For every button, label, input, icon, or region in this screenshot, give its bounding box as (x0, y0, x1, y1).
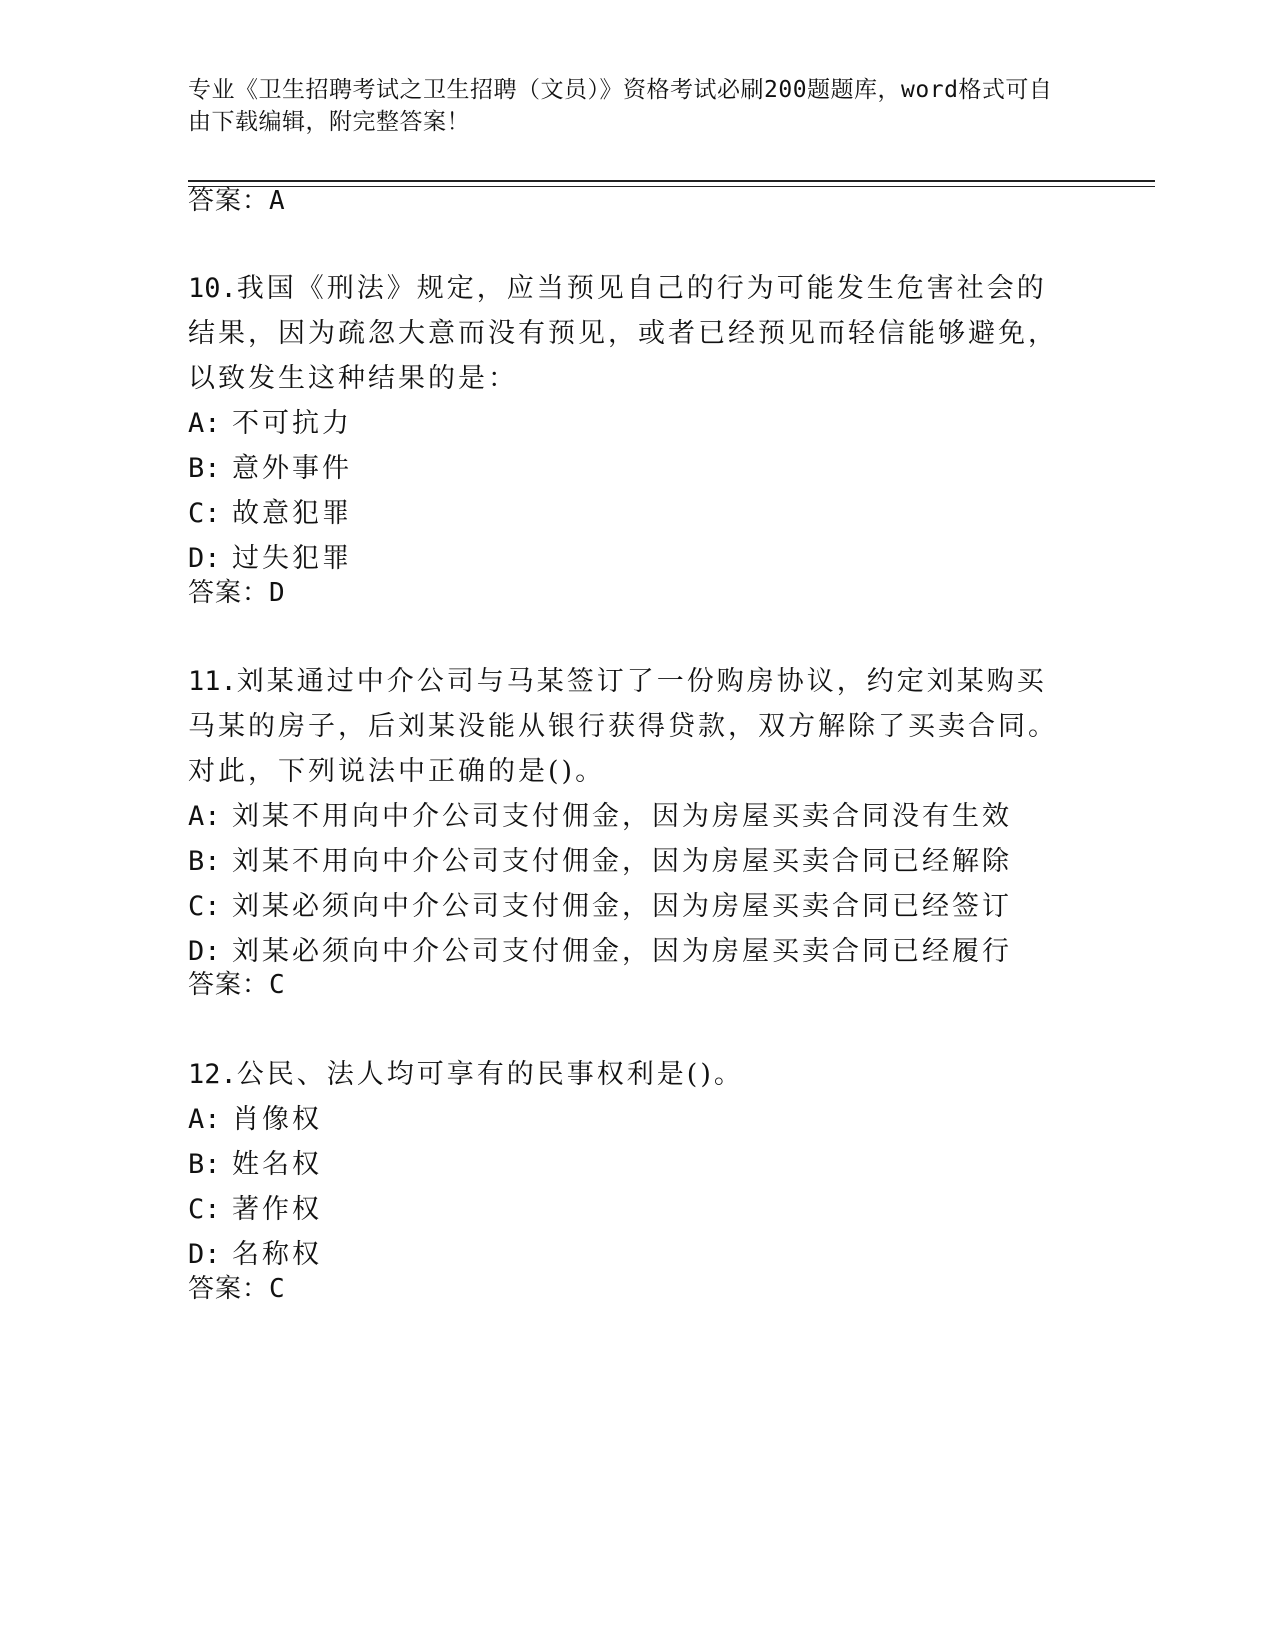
answer-11 (188, 968, 286, 1002)
option-key: A: (188, 801, 221, 832)
option-text: 意外事件 (232, 453, 352, 484)
option-key: D: (188, 543, 221, 574)
answer-value: C (269, 970, 286, 1000)
question-stem (188, 1052, 1068, 1097)
option-a (188, 794, 1068, 839)
question-10 (188, 266, 1068, 581)
option-b (188, 446, 1068, 491)
option-key: D: (188, 1239, 221, 1270)
question-text: 公民、法人均可享有的民事权利是()。 (236, 1059, 744, 1090)
answer-value: A (269, 186, 286, 216)
question-stem (188, 659, 1068, 794)
option-text: 刘某不用向中介公司支付佣金，因为房屋买卖合同没有生效 (232, 801, 1012, 832)
option-text: 故意犯罪 (232, 498, 352, 529)
option-c (188, 1187, 1068, 1232)
document-header: 专业《卫生招聘考试之卫生招聘（文员）》资格考试必刷200题题库，word格式可自由下载编辑，附完整答案！ (188, 77, 1053, 135)
option-d (188, 536, 1068, 581)
option-b (188, 839, 1068, 884)
question-number: 12. (188, 1059, 237, 1090)
option-text: 刘某必须向中介公司支付佣金，因为房屋买卖合同已经履行 (232, 936, 1012, 967)
option-text: 名称权 (232, 1239, 322, 1270)
previous-answer (188, 184, 286, 218)
question-stem (188, 266, 1068, 401)
option-key: A: (188, 1104, 221, 1135)
answer-value: D (269, 578, 286, 608)
question-11 (188, 659, 1068, 974)
answer-label: 答案： (188, 970, 270, 1000)
option-key: C: (188, 1194, 221, 1225)
option-key: C: (188, 891, 221, 922)
question-number: 10. (188, 273, 237, 304)
option-text: 姓名权 (232, 1149, 322, 1180)
option-a (188, 401, 1068, 446)
answer-label: 答案： (188, 186, 270, 216)
answer-value: C (269, 1274, 286, 1304)
question-text: 我国《刑法》规定，应当预见自己的行为可能发生危害社会的结果，因为疏忽大意而没有预见，或者已经预见而轻信能够避免，以致发生这种结果的是： (188, 273, 1058, 394)
option-d (188, 929, 1068, 974)
option-d (188, 1232, 1068, 1277)
question-12 (188, 1052, 1068, 1277)
option-text: 过失犯罪 (232, 543, 352, 574)
option-text: 刘某不用向中介公司支付佣金，因为房屋买卖合同已经解除 (232, 846, 1012, 877)
option-a (188, 1097, 1068, 1142)
option-c (188, 884, 1068, 929)
option-c (188, 491, 1068, 536)
option-key: B: (188, 846, 221, 877)
option-key: B: (188, 453, 221, 484)
option-key: A: (188, 408, 221, 439)
header-divider (188, 180, 1155, 187)
answer-label: 答案： (188, 578, 270, 608)
option-text: 肖像权 (232, 1104, 322, 1135)
answer-10 (188, 576, 286, 610)
option-b (188, 1142, 1068, 1187)
option-text: 刘某必须向中介公司支付佣金，因为房屋买卖合同已经签订 (232, 891, 1012, 922)
answer-label: 答案： (188, 1274, 270, 1304)
option-text: 著作权 (232, 1194, 322, 1225)
question-number: 11. (188, 666, 237, 697)
question-text: 刘某通过中介公司与马某签订了一份购房协议，约定刘某购买马某的房子，后刘某没能从银行获得贷款，双方解除了买卖合同。对此，下列说法中正确的是()。 (188, 666, 1058, 787)
option-key: B: (188, 1149, 221, 1180)
option-text: 不可抗力 (232, 408, 352, 439)
option-key: D: (188, 936, 221, 967)
option-key: C: (188, 498, 221, 529)
answer-12 (188, 1272, 286, 1306)
